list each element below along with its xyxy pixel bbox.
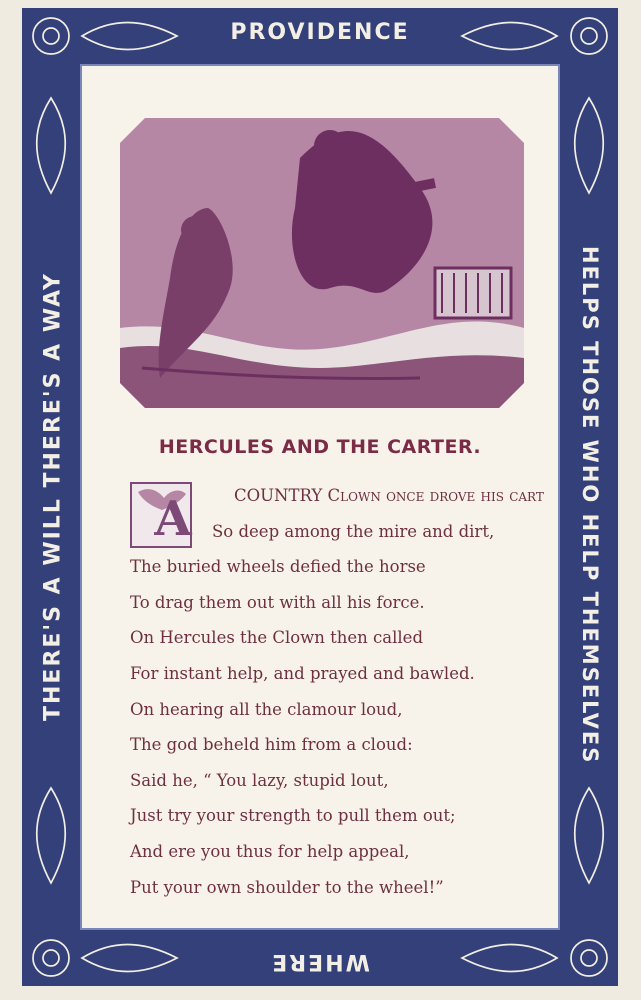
poem-line-4: To drag them out with all his force. <box>130 592 425 612</box>
border-right-text: HELPS THOSE WHO HELP THEMSELVES <box>578 246 602 765</box>
poem-line-2: So deep among the mire and dirt, <box>212 521 495 541</box>
poem-line-12: Put your own shoulder to the wheel!” <box>130 877 444 897</box>
story-title: HERCULES AND THE CARTER. <box>158 436 482 458</box>
border-left-text: THERE'S A WILL THERE'S A WAY <box>40 272 66 721</box>
border-bottom-text: WHERE <box>270 949 370 974</box>
border-top-text: PROVIDENCE <box>230 20 410 45</box>
poem-line-5: On Hercules the Clown then called <box>130 628 424 648</box>
poem-line-10: Just try your strength to pull them out; <box>130 806 456 826</box>
poem-line-8: The god beheld him from a cloud: <box>130 735 413 755</box>
poem-line-7: On hearing all the clamour loud, <box>130 699 403 719</box>
poem-line-3: The buried wheels defied the horse <box>130 557 426 577</box>
poem-line-1: COUNTRY Clown once drove his cart <box>234 486 544 505</box>
poem-line-6: For instant help, and prayed and bawled. <box>130 663 475 683</box>
hercules-carter-illustration <box>120 118 524 408</box>
drop-cap-letter: A <box>154 491 192 547</box>
poem-line-9: Said he, “ You lazy, stupid lout, <box>130 770 389 790</box>
poem-line-11: And ere you thus for help appeal, <box>130 841 410 861</box>
fable-card <box>22 8 618 986</box>
